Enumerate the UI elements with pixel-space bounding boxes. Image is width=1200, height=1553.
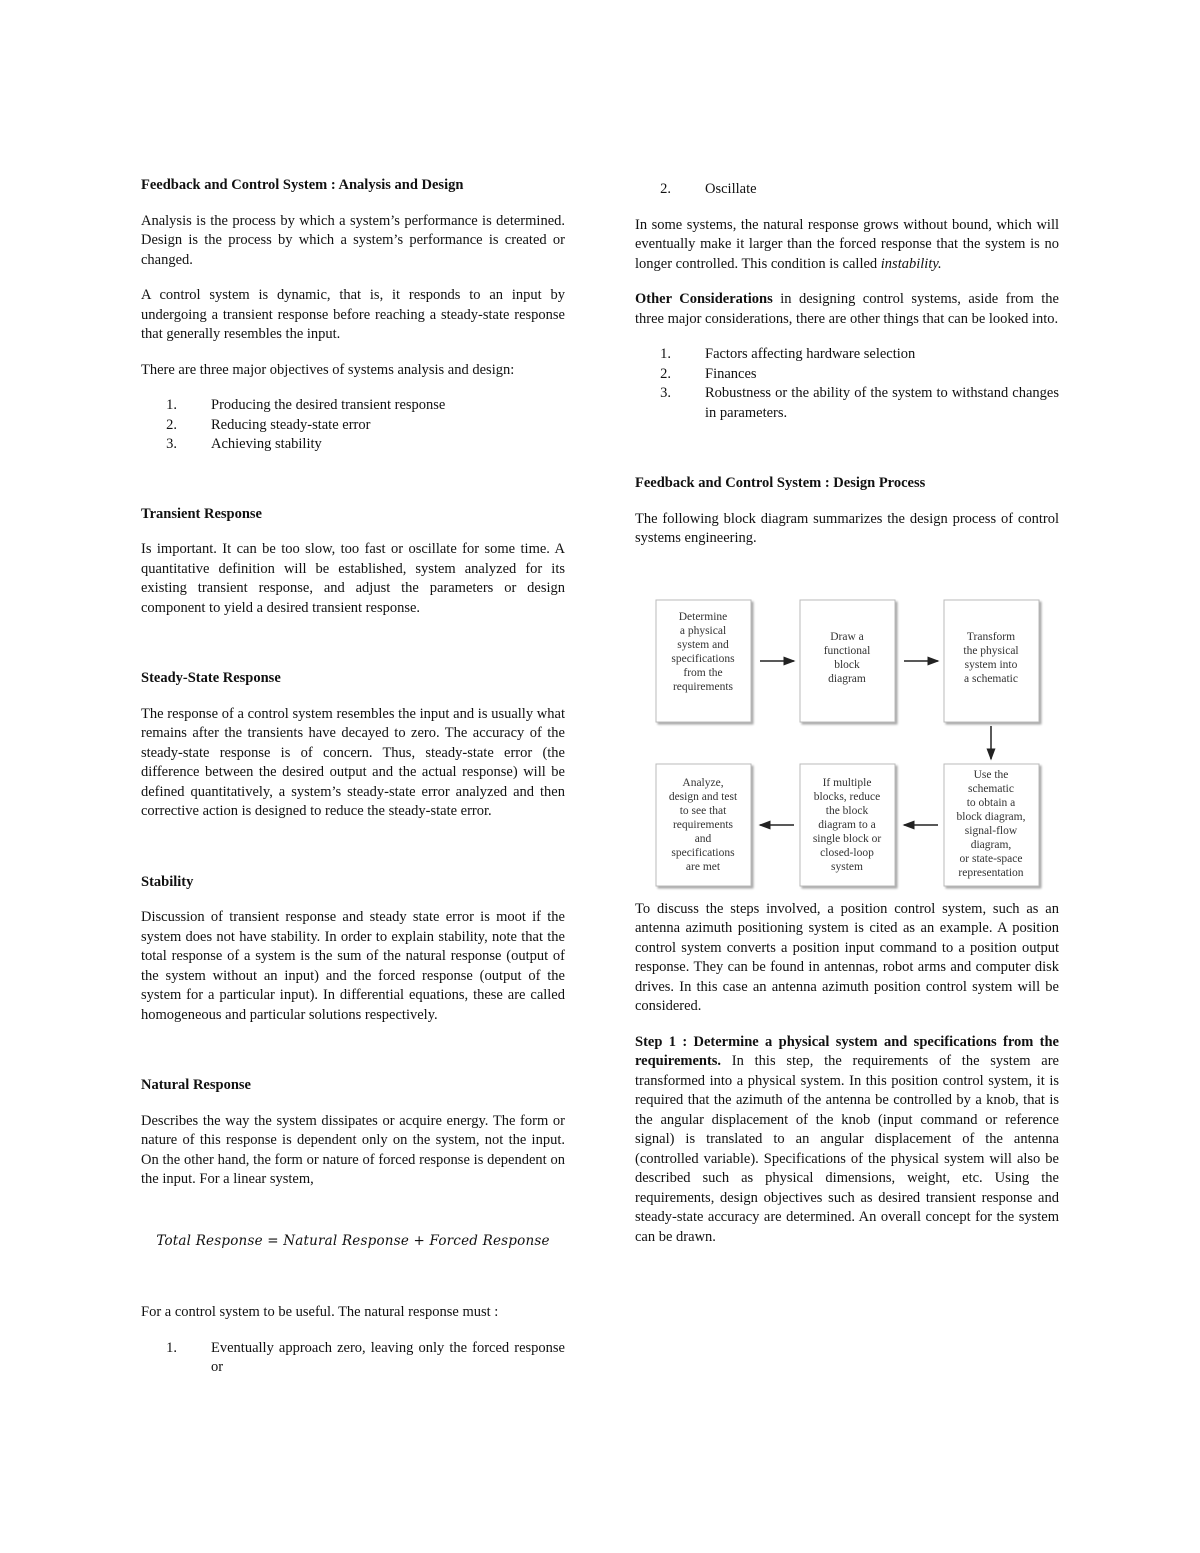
section-title-transient: Transient Response — [141, 505, 262, 522]
list-item: 1. Eventually approach zero, leaving only the forced response or — [166, 1339, 565, 1375]
diagram-box-line: requirements — [672, 819, 734, 831]
diagram-box-line: system into — [964, 659, 1018, 671]
diagram-box-line: are met — [685, 861, 721, 873]
paragraph-position-control: To discuss the steps involved, a position control system, such as an antenna azimuth positioning system is cited as an example. A position control system converts a position input command to a position output response. They can be found in antennas, robot arms and computer disk drives. In this case an antenna azimuth position control system will be considered. — [635, 900, 1059, 1014]
paragraph-instability: In some systems, the natural response grows without bound, which will eventually make it larger than the forced response that the system is no longer controlled. This condition is called instability. — [635, 216, 1059, 272]
diagram-box-line: to see that — [679, 805, 727, 817]
diagram-box-line: If multiple — [822, 777, 872, 789]
diagram-box-line: Analyze, — [682, 777, 724, 789]
diagram-box-line: and — [694, 833, 712, 845]
list-item: 1. Factors affecting hardware selection — [660, 346, 916, 362]
diagram-box-line: system — [831, 861, 863, 873]
other-considerations-list — [635, 345, 1059, 423]
diagram-box-line: Determine — [678, 611, 728, 623]
diagram-box-line: the physical — [963, 645, 1019, 657]
section-title-natural: Natural Response — [141, 1077, 251, 1093]
diagram-box-line: requirements — [672, 681, 734, 693]
list-item: 2. Reducing steady-state error — [166, 416, 371, 433]
diagram-box-line: a physical — [679, 625, 727, 637]
diagram-box-line: block diagram, — [956, 811, 1026, 823]
flow-box-analyze-design-test — [656, 764, 751, 886]
section-title-design-process: Feedback and Control System : Design Process — [635, 475, 926, 491]
paragraph-stability: Discussion of transient response and steady state error is moot if the system does not have stability. In order to explain stability, note that the total response of a system is the sum of the natural response (output of the system without an input) and the forced response (output of the system for a particular input). In differential equations, these are called homogeneous and particular solutions respectively. — [141, 909, 565, 1023]
paragraph-dynamic-system: A control system is dynamic, that is, it responds to an input by undergoing a transient response before reaching a steady-state response that generally resembles the input. — [141, 287, 565, 342]
list-item: 1. Producing the desired transient response — [166, 397, 446, 413]
diagram-box-line: specifications — [671, 847, 735, 859]
diagram-box-line: Transform — [966, 631, 1016, 643]
natural-must-list-continued — [635, 180, 1059, 200]
list-item: 2. Finances — [660, 365, 757, 382]
diagram-box-line: schematic — [968, 783, 1014, 795]
diagram-box-line: Use the — [973, 769, 1009, 781]
diagram-box-line: blocks, reduce — [813, 791, 881, 803]
flow-box-determine-system — [656, 600, 751, 722]
diagram-box-line: to obtain a — [966, 797, 1016, 809]
diagram-box-line: closed-loop — [820, 847, 874, 859]
diagram-box-line: specifications — [671, 653, 735, 665]
diagram-box-line: design and test — [668, 791, 738, 803]
paragraph-step-1: Step 1 : Determine a physical system and specifications from the requirements. In this step, the requirements of the system are transformed into a physical system. In this position control system, it is required that the azimuth of the antenna be controlled by a knob, that is the angular displacement of the knob (input command or reference signal) is translated to an angular displacement of the antenna (controlled variable). Specifications of the physical system will also be described such as physical dimensions, weight, etc. Using the requirements, design objectives such as desired transient response and steady-state accuracy are determined. An overall concept for the system can be drawn. — [635, 1033, 1059, 1245]
section-title-steady-state: Steady-State Response — [141, 670, 281, 686]
paragraph-steady-state: The response of a control system resembles the input and is usually what remains after the transients have decayed to zero. The accuracy of the steady-state response is of concern. Thus, steady-state error (the difference between the desired output and the actual response) will be defined quantitatively, a system’s steady-state error analyzed and then corrective action is designed to reduce the steady-state error. — [141, 705, 565, 819]
left-column — [141, 176, 565, 1378]
diagram-box-line: functional — [823, 645, 871, 657]
list-item: 2. Oscillate — [660, 181, 757, 197]
flow-box-obtain-block-diagram — [944, 764, 1039, 886]
diagram-box-line: Draw a — [830, 631, 864, 643]
paragraph-natural: Describes the way the system dissipates or acquire energy. The form or nature of this response is dependent only on the system, not the input. On the other hand, the form or nature of forced response is dependent on the input. For a linear system, — [141, 1112, 565, 1187]
diagram-box-line: diagram to a — [818, 819, 876, 831]
diagram-box-line: signal-flow — [964, 825, 1018, 837]
paragraph-design-process: The following block diagram summarizes the design process of control systems engineering. — [635, 510, 1059, 546]
paragraph-objectives-intro: There are three major objectives of systems analysis and design: — [141, 361, 515, 378]
flow-box-reduce-blocks — [800, 764, 895, 886]
diagram-box-line: the block — [825, 805, 869, 817]
diagram-box-line: or state-space — [959, 853, 1023, 865]
section-title-stability: Stability — [141, 873, 194, 890]
natural-must-list — [141, 1339, 565, 1378]
section-title-analysis-design: Feedback and Control System : Analysis and Design — [141, 177, 464, 193]
paragraph-transient: Is important. It can be too slow, too fast or oscillate for some time. A quantitative definition will be established, system analyzed for its existing transient response, and adjust the parameters or design component to yield a desired transient response. — [141, 541, 565, 616]
svg-text:Analyze,design and testto see — [669, 777, 738, 873]
paragraph-useful: For a control system to be useful. The natural response must : — [141, 1304, 499, 1320]
total-response-equation: Total Response = Natural Response + Forced Response — [156, 1232, 550, 1249]
design-process-diagram — [648, 596, 1048, 892]
diagram-box-line: single block or — [812, 833, 882, 845]
flow-box-functional-block — [800, 600, 895, 722]
diagram-box-line: representation — [958, 867, 1024, 879]
paragraph-other-considerations: Other Considerations in designing control systems, aside from the three major considerations, there are other things that can be looked into. — [635, 291, 1059, 327]
diagram-box-line: diagram — [828, 673, 866, 685]
objectives-list — [141, 396, 565, 455]
diagram-box-line: from the — [683, 667, 723, 679]
diagram-box-line: block — [834, 659, 860, 671]
diagram-box-line: diagram, — [970, 839, 1012, 851]
list-item: 3. Achieving stability — [166, 436, 322, 452]
list-item: 3. Robustness or the ability of the system to withstand changes in parameters. — [660, 385, 1059, 421]
svg-text:If multipleblocks, reducethe b — [813, 777, 882, 873]
diagram-box-line: system and — [677, 639, 729, 651]
flow-box-transform-schematic — [944, 600, 1039, 722]
paragraph-analysis-definition: Analysis is the process by which a system’s performance is determined. Design is the process by which a system’s performance is created or changed. — [141, 212, 565, 268]
diagram-box-line: a schematic — [964, 673, 1018, 685]
